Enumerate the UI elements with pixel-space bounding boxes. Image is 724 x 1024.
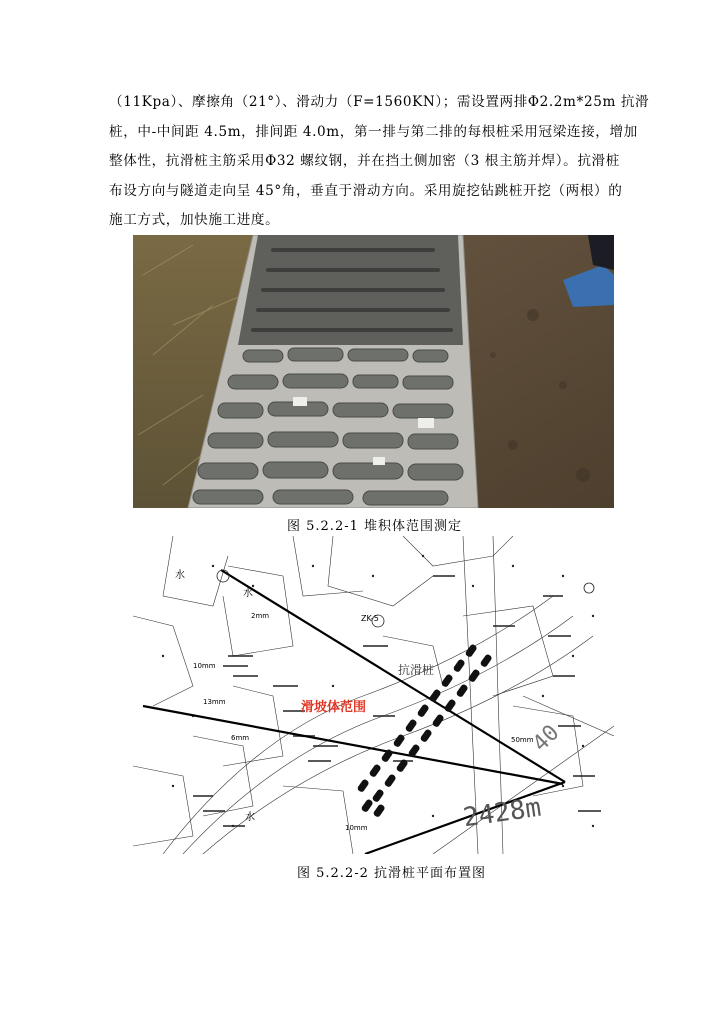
- water-label: 水: [245, 812, 255, 823]
- dimension-label: 6mm: [231, 734, 250, 742]
- dimension-label: 10mm: [345, 824, 368, 832]
- pile-layout-plan: [133, 536, 614, 854]
- handwritten-label: 40: [528, 720, 565, 757]
- dimension-label: 13mm: [203, 698, 226, 706]
- paragraph-line: （11Kpa）、摩擦角（21°）、滑动力（F=1560KN）；需设置两排Φ2.2m*25m 抗滑: [109, 94, 650, 110]
- pile-mark-label: ZK-5: [361, 614, 379, 623]
- paragraph-line: 整体性，抗滑桩主筋采用Φ32 螺纹钢，并在挡土侧加密（3 根主筋并焊）。抗滑桩: [109, 153, 620, 169]
- landslide-zone-label: 滑坡体范围: [301, 700, 367, 715]
- paragraph-line: 施工方式，加快施工进度。: [109, 212, 280, 228]
- body-paragraph: [109, 88, 650, 236]
- dimension-label: 10mm: [193, 662, 216, 670]
- water-label: 水: [175, 570, 185, 581]
- dimension-label: 50mm: [511, 736, 534, 744]
- anti-slide-pile-label: 抗滑桩: [398, 663, 435, 677]
- water-label: 水: [243, 588, 253, 599]
- figure2-caption: 图 5.2.2-2 抗滑桩平面布置图: [297, 866, 487, 881]
- handwritten-label: 2428m: [461, 792, 543, 834]
- paragraph-line: 桩，中-中间距 4.5m，排间距 4.0m，第一排与第二排的每根桩采用冠梁连接，增加: [109, 123, 638, 140]
- figure1-caption: 图 5.2.2-1 堆积体范围测定: [287, 519, 463, 534]
- dimension-label: 2mm: [251, 612, 270, 620]
- paragraph-line: 布设方向与隧道走向呈 45°角，垂直于滑动方向。采用旋挖钻跳桩开挖（两根）的: [109, 182, 623, 199]
- site-photo: [133, 235, 614, 508]
